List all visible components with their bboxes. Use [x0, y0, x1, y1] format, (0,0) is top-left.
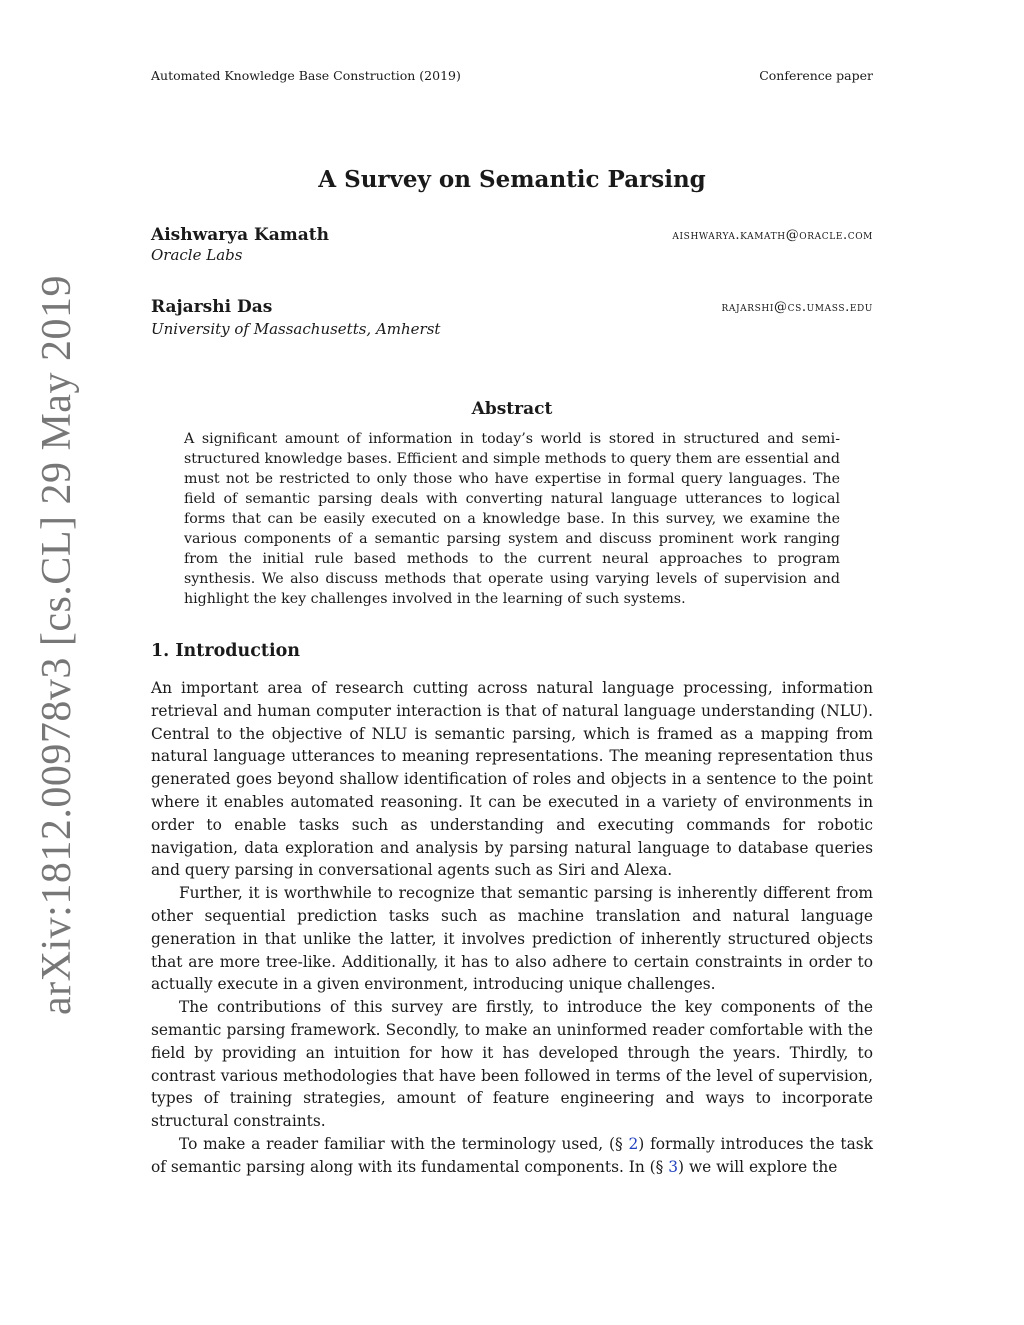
abstract-text: A significant amount of information in today’s world is stored in structured and semi-structured knowledge bases. Efficient and simple methods to query them are essential and must not be restricted to only those who have expertise in formal query languages. The field of semantic parsing deals with converting natural language utterances to logical forms that can be easily executed on a knowledge base. In this survey, we examine the various components of a semantic parsing system and discuss prominent work ranging from the initial rule based methods to the current neural approaches to program synthesis. We also discuss methods that operate using varying levels of supervision and highlight the key challenges involved in the learning of such systems. [184, 431, 840, 607]
author-name-1: Aishwarya Kamath [151, 225, 330, 245]
arxiv-identifier-stamp: arXiv:1812.00978v3 [cs.CL] 29 May 2019 [34, 275, 80, 1015]
author-email-2: rajarshi@cs.umass.edu [721, 300, 873, 315]
intro-paragraph-1: An important area of research cutting across natural language processing, information retrieval and human computer interaction is that of natural language understanding (NLU). Central to the objective of NLU is semantic parsing, which is framed as a mapping from natural language utterances to meaning representations. The meaning representation thus generated goes beyond shallow identification of roles and objects in a sentence to the point where it enables automated reasoning. It can be executed in a variety of environments in order to enable tasks such as understanding and executing commands for robotic navigation, data exploration and analysis by parsing natural language to database queries and query parsing in conversational agents such as Siri and Alexa. [151, 679, 873, 880]
intro-p4-text-1: To make a reader familiar with the terminology used, (§ [179, 1134, 629, 1153]
author-name-2: Rajarshi Das [151, 297, 273, 317]
intro-paragraph-3: The contributions of this survey are firstly, to introduce the key components of the semantic parsing framework. Secondly, to make an uninformed reader comfortable with the field by providing an intuition for how it has developed through the years. Thirdly, to contrast various methodologies that have been followed in terms of the level of supervision, types of training strategies, amount of feature engineering and ways to incorporate structural constraints. [151, 998, 873, 1131]
abstract-heading: Abstract [471, 399, 553, 419]
intro-paragraph-2: Further, it is worthwhile to recognize that semantic parsing is inherently different from other sequential prediction tasks such as machine translation and natural language generation in that unlike the latter, it involves prediction of inherently structured objects that are more tree-like. Additionally, it has to also adhere to certain constraints in order to actually execute in a given environment, introducing unique challenges. [151, 884, 873, 994]
paper-title: A Survey on Semantic Parsing [318, 166, 706, 193]
running-header-venue: Automated Knowledge Base Construction (2019) [151, 68, 461, 83]
author-affiliation-1: Oracle Labs [151, 246, 243, 264]
author-email-1: aishwarya.kamath@oracle.com [672, 228, 873, 243]
section-ref-link-2[interactable]: 2 [628, 1134, 639, 1153]
section-heading-introduction: 1. Introduction [151, 641, 300, 661]
running-header-type: Conference paper [759, 68, 873, 83]
intro-p4-text-2: ) formally introduces the task of semantic parsing along with its fundamental components. In (§ [151, 1134, 873, 1176]
introduction-body [151, 677, 873, 1179]
author-affiliation-2: University of Massachusetts, Amherst [151, 320, 441, 338]
intro-p4-text-3: ) we will explore the [678, 1157, 838, 1176]
section-ref-link-3[interactable]: 3 [668, 1157, 679, 1176]
intro-paragraph-4 [151, 1133, 873, 1179]
